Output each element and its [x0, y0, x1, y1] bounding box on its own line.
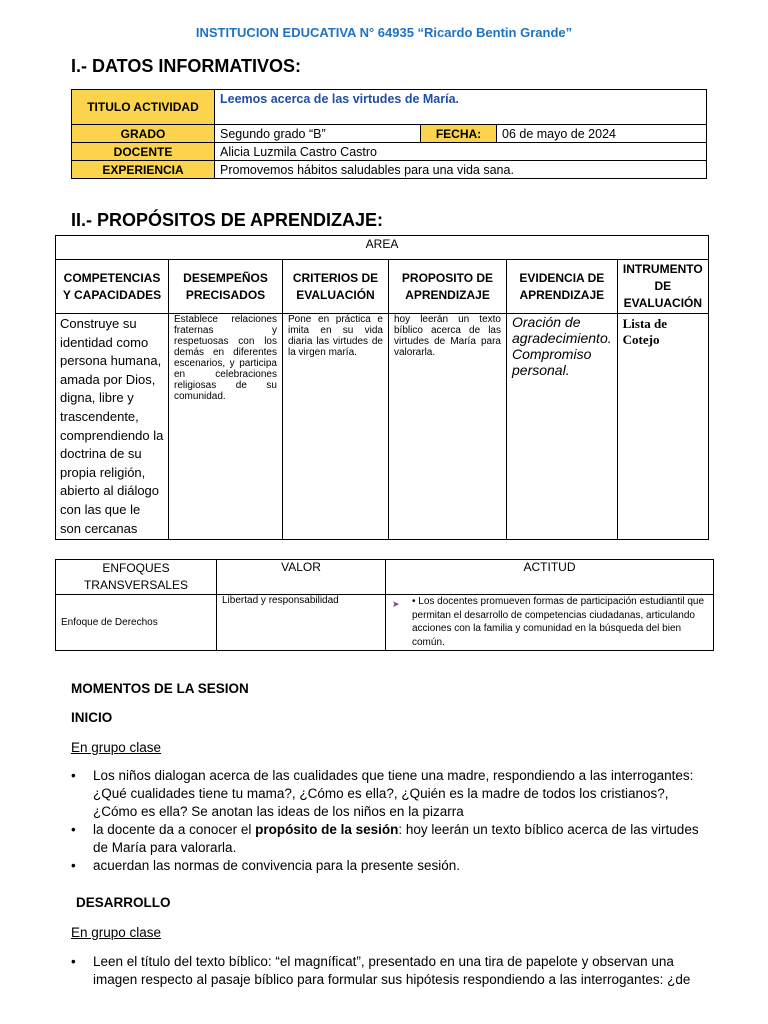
section1-title: I.- DATOS INFORMATIVOS:	[71, 56, 301, 76]
criterios-cell: Pone en práctica e imita en su vida diaria las virtudes de la virgen maría.	[283, 314, 389, 540]
valor-cell: Libertad y responsabilidad	[217, 595, 386, 651]
actitud-text: • Los docentes promueven formas de participación estudiantil que permitan el desarrollo de competencias ciudadanas, articulando acciones con la familia y comunidad en la búsqueda del bien común.	[412, 596, 705, 648]
desarrollo-list	[71, 953, 711, 989]
evidencia-cell: Oración de agradecimiento. Compromiso personal.	[507, 314, 618, 540]
header-criterios: CRITERIOS DE EVALUACIÓN	[283, 260, 389, 314]
instrumento-cell: Lista de Cotejo	[617, 314, 708, 540]
header-actitud: ACTITUD	[386, 560, 714, 595]
school-name: INSTITUCION EDUCATIVA N° 64935 “Ricardo Bentin Grande”	[195, 25, 573, 40]
competencias-cell: Construye su identidad como persona humana, amada por Dios, digna, libre y trascendente, comprendiendo la doctrina de su propia religión, abierto al diálogo con las que le son cercanas	[56, 314, 169, 540]
header-evidencia: EVIDENCIA DE APRENDIZAJE	[507, 260, 618, 314]
propositos-table	[55, 235, 709, 540]
pointer-icon: ➤	[392, 599, 400, 609]
grupo-clase-2: En grupo clase	[71, 925, 162, 940]
header-desempenos: DESEMPEÑOS PRECISADOS	[169, 260, 283, 314]
grado-value: Segundo grado “B”	[215, 125, 421, 143]
experiencia-value: Promovemos hábitos saludables para una vida sana.	[215, 161, 707, 179]
desempenos-cell: Establece relaciones fraternas y respetuosas con los demás en diferentes escenarios, y participa en celebraciones religiosas de su comunidad.	[169, 314, 283, 540]
titulo-label: TITULO ACTIVIDAD	[72, 90, 215, 125]
experiencia-label: EXPERIENCIA	[72, 161, 215, 179]
actitud-cell	[386, 595, 714, 651]
list-item: • Leen el título del texto bíblico: “el magníficat”, presentado en una tira de papelote y observan una imagen respecto al pasaje bíblico para formular sus hipótesis respondiendo a las interrogantes: ¿de	[71, 953, 711, 989]
inicio-list	[71, 767, 711, 875]
fecha-label: FECHA:	[421, 125, 497, 143]
area-header: AREA	[56, 236, 709, 260]
docente-value: Alicia Luzmila Castro Castro	[215, 143, 707, 161]
list-item: • Los niños dialogan acerca de las cualidades que tiene una madre, respondiendo a las interrogantes: ¿Qué cualidades tiene tu mama?, ¿Cómo es ella?, ¿Quién es la madre de todos los cristianos?, ¿Cómo es ella? Se anotan las ideas de los niños en la pizarra	[71, 767, 711, 821]
titulo-value: Leemos acerca de las virtudes de María.	[215, 90, 707, 125]
proposito-cell: hoy leerán un texto bíblico acerca de las virtudes de María para valorarla.	[389, 314, 507, 540]
section2-title: II.- PROPÓSITOS DE APRENDIZAJE:	[71, 210, 384, 230]
datos-table	[71, 89, 707, 179]
grupo-clase-1: En grupo clase	[71, 740, 162, 755]
header-valor: VALOR	[217, 560, 386, 595]
enfoque-cell: Enfoque de Derechos	[56, 595, 217, 651]
enfoques-table	[55, 559, 714, 651]
list-item: • la docente da a conocer el propósito de la sesión: hoy leerán un texto bíblico acerca de las virtudes de María para valorarla.	[71, 821, 711, 857]
header-proposito: PROPOSITO DE APRENDIZAJE	[389, 260, 507, 314]
momentos-title: MOMENTOS DE LA SESION	[71, 681, 249, 696]
header-enfoques: ENFOQUES TRANSVERSALES	[56, 560, 217, 595]
grado-label: GRADO	[72, 125, 215, 143]
header-competencias: COMPETENCIAS Y CAPACIDADES	[56, 260, 169, 314]
desarrollo-heading: DESARROLLO	[76, 895, 171, 910]
inicio-heading: INICIO	[71, 710, 113, 725]
docente-label: DOCENTE	[72, 143, 215, 161]
list-item: • acuerdan las normas de convivencia para la presente sesión.	[71, 857, 711, 875]
header-instrumento: INTRUMENTO DE EVALUACIÓN	[617, 260, 708, 314]
fecha-value: 06 de mayo de 2024	[497, 125, 707, 143]
